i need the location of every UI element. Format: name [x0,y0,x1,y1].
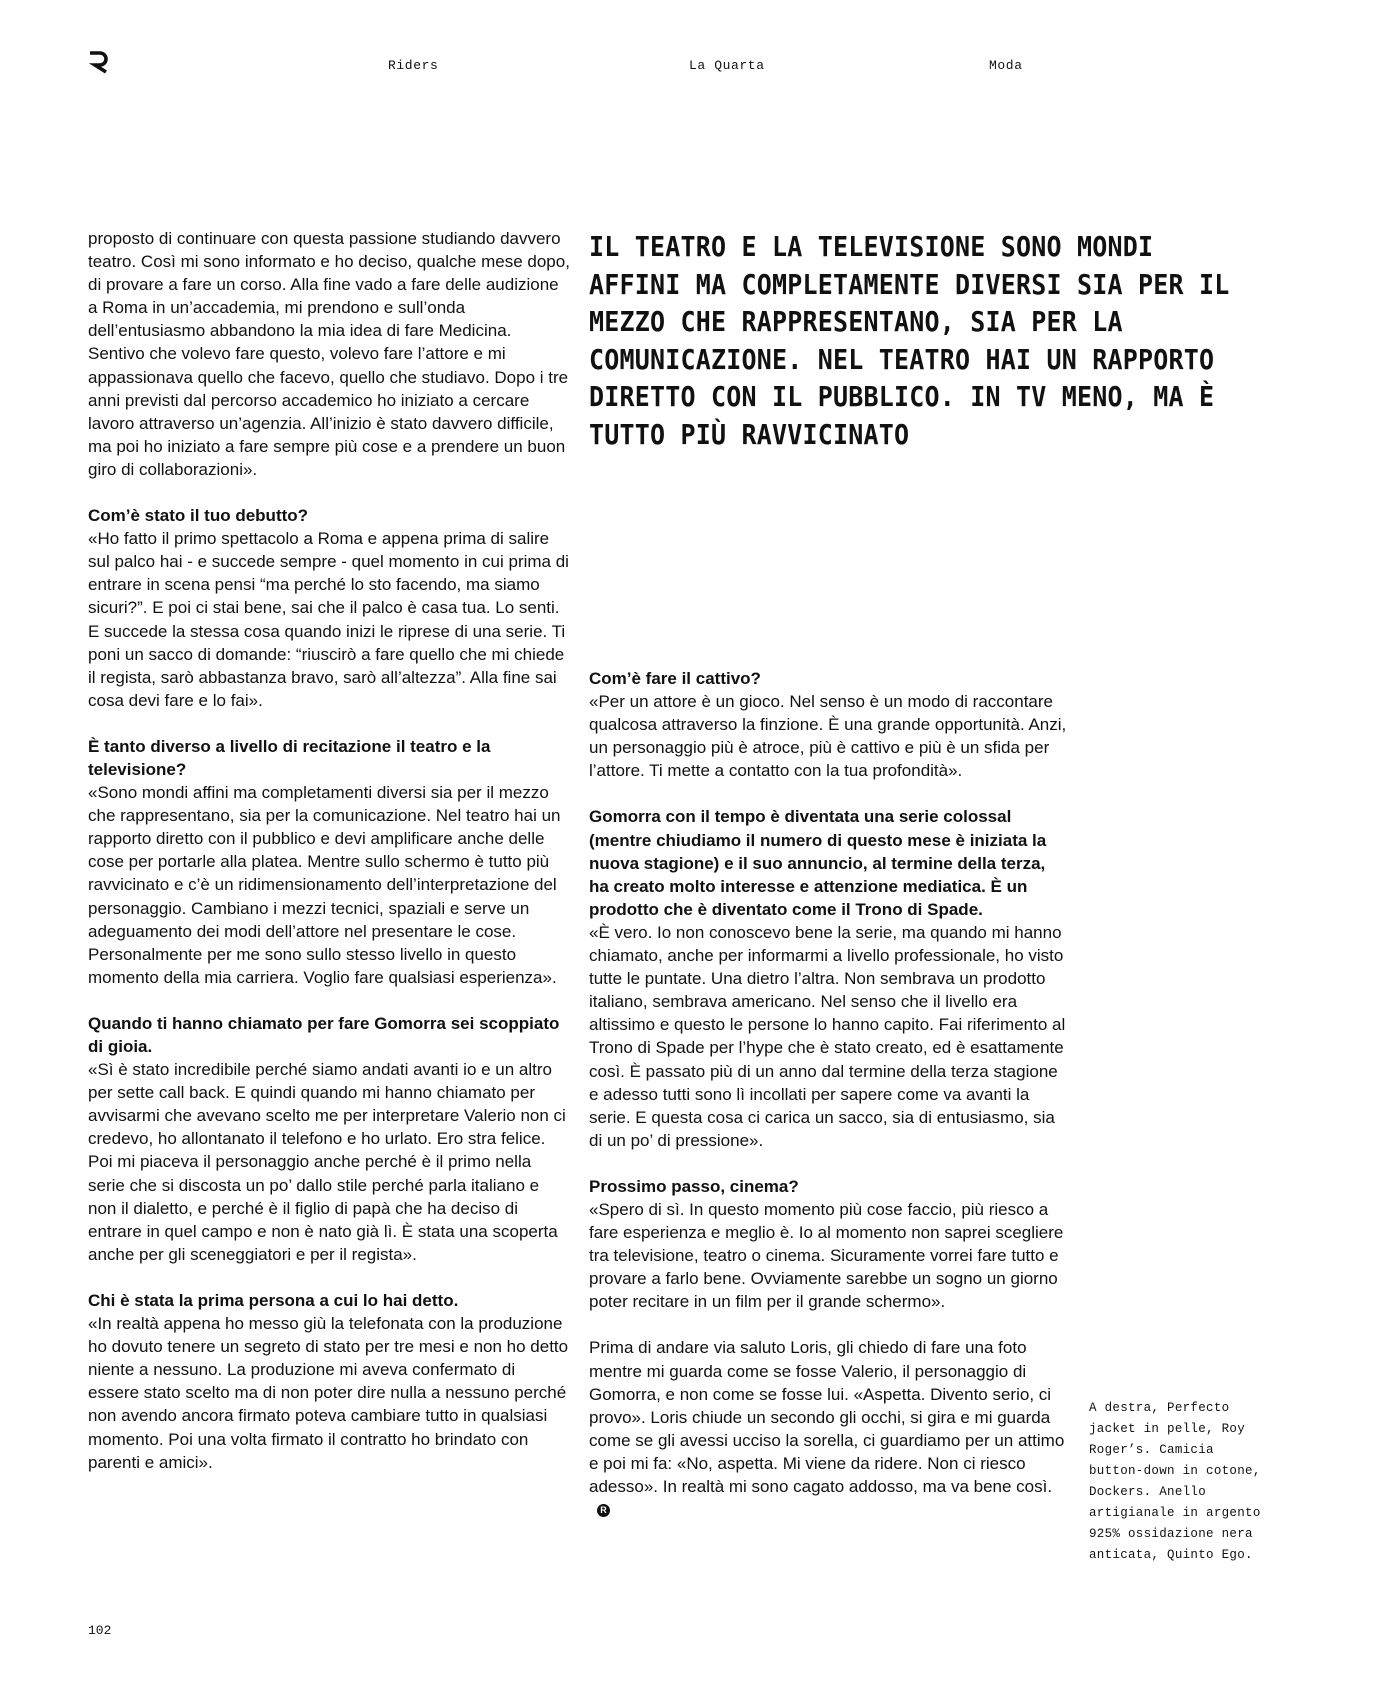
question: Quando ti hanno chiamato per fare Gomorra sei scoppiato di gioia. [88,1013,560,1056]
rider-r-logo-icon [88,50,110,74]
answer: «In realtà appena ho messo giù la telefonata con la produzione ho dovuto tenere un segreto di stato per tre mesi e non ho detto niente a nessuno. La produzione mi aveva confermato di essere stato scelto ma di non poter dire nulla a nessuno perché non avendo ancora firmato poteva cambiare tutto in qualsiasi momento. Poi una volta firmato il contratto ho brindato con parenti e amici». [88,1314,569,1472]
qa-block [88,1289,570,1474]
closing-paragraph [589,1336,1067,1521]
question: Prossimo passo, cinema? [589,1176,799,1196]
closing-text: Prima di andare via saluto Loris, gli chiedo di fare una foto mentre mi guarda come se fosse Valerio, il personaggio di Gomorra, e non come se fosse lui. «Aspetta. Divento serio, ci provo». Loris chiude un secondo gli occhi, si gira e mi guarda come se gli avessi ucciso la sorella, ci guardiamo per un attimo e poi mi fa: «No, aspetta. Mi viene da ridere. Non ci riesco adesso». In realtà mi sono cagato addosso, ma va bene così. [589,1338,1065,1496]
qa-block [589,667,1067,782]
pull-quote: IL TEATRO E LA TELEVISIONE SONO MONDI AFFINI MA COMPLETAMENTE DIVERSI SIA PER IL MEZZO CHE RAPPRESENTANO, SIA PER LA COMUNICAZIONE. NEL TEATRO HAI UN RAPPORTO DIRETTO CON IL PUBBLICO. IN TV MENO, MA È TUTTO PIÙ RAVVICINATO [589,230,1230,451]
qa-block [88,504,570,712]
question: È tanto diverso a livello di recitazione il teatro e la televisione? [88,736,491,779]
answer: «Sono mondi affini ma completamenti diversi sia per il mezzo che rappresentano, sia per la comunicazione. Nel teatro hai un rapporto diretto con il pubblico e devi amplificare anche delle cose per portarle alla platea. Mentre sullo schermo è tutto più ravvicinato e c’è un ridimensionamento dell’interpretazione del personaggio. Cambiano i mezzi tecnici, spaziali e serve un adeguamento dei modi dell’attore nel presentare le cose. Personalmente per me sono sullo stesso livello in questo momento della mia carriera. Voglio fare qualsiasi esperienza». [88,783,561,987]
nav-moda[interactable]: Moda [989,58,1023,73]
intro-text: proposto di continuare con questa passione studiando davvero teatro. Così mi sono informato e ho deciso, qualche mese dopo, di provare a fare un corso. Alla fine vado a fare delle audizione a Roma in un’accademia, mi prendono e sull’onda dell’entusiasmo abbandono la mia idea di fare Medicina. Sentivo che volevo fare questo, volevo fare l’attore e mi appassionava quello che facevo, quello che studiavo. Dopo i tre anni previsti dal percorso accademico ho iniziato a cercare lavoro attraverso un’agenzia. All’inizio è stato davvero difficile, ma poi ho iniziato a fare sempre più cose e a prendere un buon giro di collaborazioni». [88,229,570,479]
question: Chi è stata la prima persona a cui lo hai detto. [88,1290,459,1310]
intro-paragraph [88,227,570,481]
qa-block [88,735,570,989]
photo-caption: A destra, Perfecto jacket in pelle, Roy Roger’s. Camicia button-down in cotone, Dockers. Anello artigianale in argento 925% ossidazione nera anticata, Quinto Ego. [1089,1401,1261,1562]
nav-la-quarta[interactable]: La Quarta [689,58,765,73]
nav-riders[interactable]: Riders [388,58,439,73]
answer: «Per un attore è un gioco. Nel senso è un modo di raccontare qualcosa attraverso la finzione. È una grande opportunità. Anzi, un personaggio più è atroce, più è cattivo e più è un sfida per l’attore. Ti mette a contatto con la tua profondità». [589,692,1067,781]
end-of-article-icon: R [597,1504,610,1517]
qa-block [589,1175,1067,1314]
question: Gomorra con il tempo è diventata una serie colossal (mentre chiudiamo il numero di questo mese è iniziata la nuova stagione) e il suo annuncio, al termine della terza, ha creato molto interesse e attenzione mediatica. È un prodotto che è diventato come il Trono di Spade. [589,807,1047,919]
qa-block [589,805,1067,1151]
right-column [589,667,1067,1521]
question: Com’è stato il tuo debutto? [88,506,309,526]
left-column [88,227,570,1497]
page-number: 102 [88,1623,112,1638]
qa-block [88,1012,570,1266]
question: Com’è fare il cattivo? [589,669,761,688]
answer: «È vero. Io non conoscevo bene la serie, ma quando mi hanno chiamato, anche per informarmi a livello professionale, ho visto tutte le puntate. Una dietro l’altra. Non sembrava un prodotto italiano, sembrava americano. Nel senso che il livello era altissimo e questo le persone lo hanno capito. Fai riferimento al Trono di Spade per l’hype che è stato creato, ed è esattamente così. È passato più di un anno dal termine della terza stagione e adesso tutti sono lì incollati per sapere come va avanti la serie. E questa cosa ci carica un sacco, sia di entusiasmo, sia di un po’ di pressione». [589,922,1066,1150]
answer: «Ho fatto il primo spettacolo a Roma e appena prima di salire sul palco hai - e succede sempre - quel momento in cui prima di entrare in scena pensi “ma perché lo sto facendo, ma siamo sicuri?”. E poi ci stai bene, sai che il palco è casa tua. Lo senti. E succede la stessa cosa quando inizi le riprese di una serie. Ti poni un sacco di domande: “riuscirò a fare quello che mi chiede il regista, sarò abbastanza bravo, sarò all’altezza”. Alla fine sai cosa devi fare e lo fai». [88,529,569,710]
answer: «Sì è stato incredibile perché siamo andati avanti io e un altro per sette call back. E quindi quando mi hanno chiamato per avvisarmi che avevano scelto me per interpretare Valerio non ci credevo, ho allontanato il telefono e ho urlato. Ero stra felice. Poi mi piaceva il personaggio anche perché è il primo nella serie che si discosta un po’ dallo stile perché parla italiano e non il dialetto, e perché è il figlio di papà che ha deciso di entrare in quel campo e non è nato già lì. È stata una scoperta anche per gli sceneggiatori e per il regista». [88,1060,566,1264]
answer: «Spero di sì. In questo momento più cose faccio, più riesco a fare esperienza e meglio è. Io al momento non saprei scegliere tra televisione, teatro o cinema. Sicuramente vorrei fare tutto e provare a farlo bene. Ovviamente sarebbe un sogno un giorno poter recitare in un film per il grande schermo». [589,1199,1064,1312]
